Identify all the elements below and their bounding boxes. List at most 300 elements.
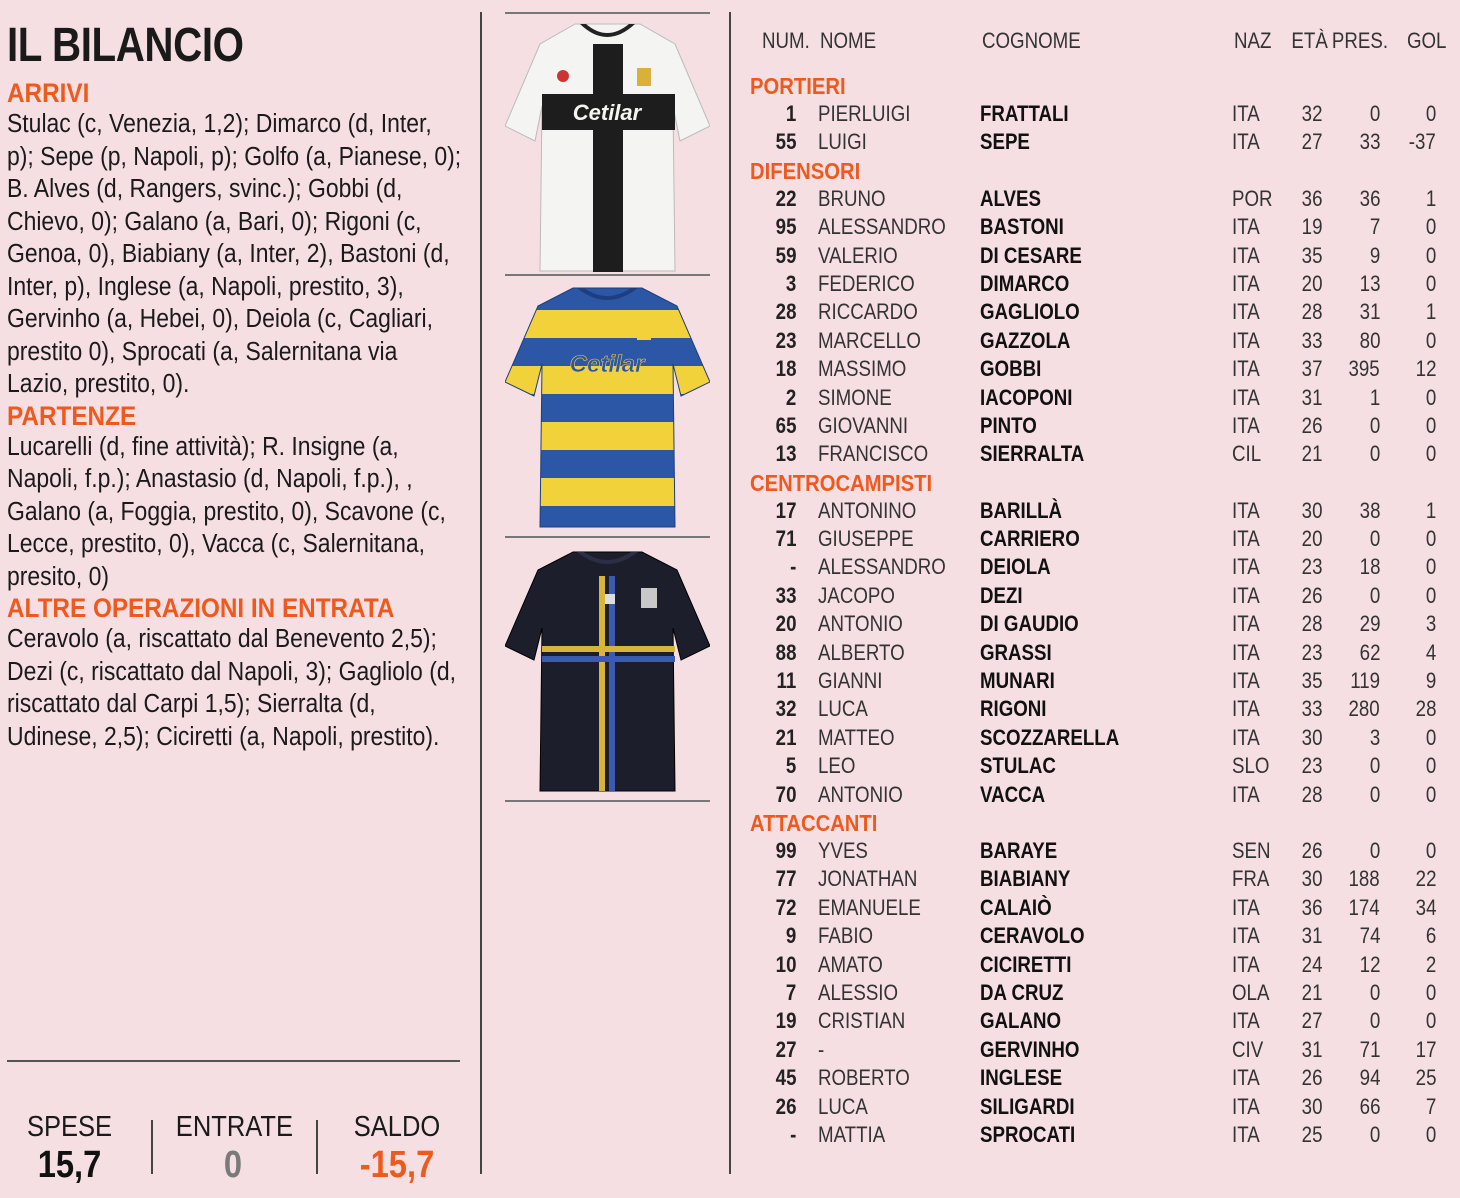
cell-num: 99	[775, 837, 796, 863]
cell-naz: ITA	[1232, 554, 1260, 580]
cell-nome: ANTONINO	[818, 497, 917, 523]
cell-eta: 30	[1301, 497, 1322, 523]
table-row	[750, 1064, 1450, 1092]
cell-num: 72	[775, 894, 796, 920]
cell-cog: BIABIANY	[980, 866, 1071, 892]
cell-eta: 23	[1301, 753, 1322, 779]
stat-spese	[12, 1110, 127, 1186]
cell-cog: GERVINHO	[980, 1036, 1080, 1062]
cell-nome: ANTONIO	[818, 781, 903, 807]
cell-naz: ITA	[1232, 668, 1260, 694]
cell-eta: 30	[1301, 724, 1322, 750]
cell-eta: 19	[1301, 214, 1322, 240]
cell-nome: LUIGI	[818, 129, 867, 155]
cell-num: 20	[775, 611, 796, 637]
cell-eta: 31	[1301, 923, 1322, 949]
cell-cog: BARILLÀ	[980, 497, 1063, 523]
divider	[7, 1060, 460, 1062]
cell-num: 17	[775, 497, 796, 523]
cell-cog: DI GAUDIO	[980, 611, 1079, 637]
cell-nome: GIANNI	[818, 668, 883, 694]
cell-pres: 13	[1359, 270, 1380, 296]
cell-pres: 0	[1369, 781, 1380, 807]
cell-eta: 36	[1301, 185, 1322, 211]
cell-cog: DEZI	[980, 582, 1023, 608]
cell-nome: BRUNO	[818, 185, 886, 211]
cell-pres: 188	[1348, 866, 1380, 892]
cell-eta: 23	[1301, 554, 1322, 580]
cell-nome: MATTEO	[818, 724, 895, 750]
cell-num: 22	[775, 185, 796, 211]
cell-gol: 0	[1425, 1008, 1436, 1034]
table-row	[750, 128, 1450, 156]
cell-nome: MASSIMO	[818, 356, 907, 382]
cell-naz: ITA	[1232, 639, 1260, 665]
cell-pres: 0	[1369, 1008, 1380, 1034]
cell-eta: 25	[1301, 1121, 1322, 1147]
home-shirt-icon	[505, 16, 710, 274]
cell-pres: 0	[1369, 412, 1380, 438]
table-row	[750, 1121, 1450, 1149]
cell-nome: PIERLUIGI	[818, 101, 911, 126]
table-row	[750, 355, 1450, 383]
header-naz: NAZ	[1234, 28, 1272, 53]
cell-pres: 0	[1369, 526, 1380, 552]
stat-value: 15,7	[37, 1144, 102, 1186]
table-row	[750, 327, 1450, 355]
cell-cog: ALVES	[980, 185, 1041, 211]
cell-cog: CARRIERO	[980, 526, 1080, 552]
cell-eta: 24	[1301, 951, 1322, 977]
page-title: IL BILANCIO	[7, 19, 244, 72]
cell-naz: FRA	[1232, 866, 1270, 892]
cell-naz: ITA	[1232, 270, 1260, 296]
cell-nome: FABIO	[818, 923, 874, 949]
cell-cog: STULAC	[980, 753, 1056, 779]
divider	[505, 12, 710, 14]
cell-eta: 21	[1301, 979, 1322, 1005]
cell-eta: 30	[1301, 866, 1322, 892]
cell-pres: 174	[1348, 894, 1380, 920]
cell-num: 33	[775, 582, 796, 608]
cell-gol: 0	[1425, 384, 1436, 410]
roster-table	[750, 28, 1450, 1149]
cell-pres: 0	[1369, 101, 1380, 126]
cell-num: 3	[785, 270, 796, 296]
divider	[151, 1120, 153, 1174]
cell-naz: ITA	[1232, 384, 1260, 410]
svg-text:Cetilar: Cetilar	[569, 351, 645, 378]
category-heading: DIFENSORI	[750, 157, 861, 184]
cell-num: 10	[775, 951, 796, 977]
cell-pres: 94	[1359, 1065, 1380, 1091]
cell-eta: 23	[1301, 639, 1322, 665]
divider	[505, 536, 710, 538]
section-text: Stulac (c, Venezia, 1,2); Dimarco (d, Inter, p); Sepe (p, Napoli, p); Golfo (a, Pianese, 0); B. Alves (d, Rangers, svinc.); Gobbi (d, Chievo, 0); Galano (a, Bari, 0); Rigoni (c, Genoa, 0), Biabiany (a, Inter, 2), Bastoni (d, Inter, p), Inglese (a, Napoli, prestito, 3), Gervinho (a, Hebei, 0), Deiola (c, Cagliari, prestito 0), Sprocati (a, Salernitana via Lazio, prestito, 0).	[7, 110, 462, 398]
cell-cog: CALAIÒ	[980, 894, 1052, 920]
cell-cog: SILIGARDI	[980, 1093, 1075, 1119]
cell-naz: ITA	[1232, 327, 1260, 353]
cell-pres: 280	[1348, 696, 1380, 722]
cell-num: 65	[775, 412, 796, 438]
cell-gol: 0	[1425, 979, 1436, 1005]
header-num: NUM.	[762, 28, 810, 53]
table-row	[750, 639, 1450, 667]
cell-eta: 26	[1301, 837, 1322, 863]
table-row	[750, 922, 1450, 950]
cell-gol: 1	[1425, 299, 1436, 325]
cell-nome: ALESSIO	[818, 979, 899, 1005]
cell-eta: 26	[1301, 582, 1322, 608]
cell-naz: SEN	[1232, 837, 1271, 863]
cell-pres: 80	[1359, 327, 1380, 353]
cell-gol: 17	[1415, 1036, 1436, 1062]
cell-eta: 31	[1301, 384, 1322, 410]
cell-nome: VALERIO	[818, 242, 898, 268]
cell-pres: 119	[1350, 668, 1380, 694]
cell-pres: 29	[1359, 611, 1380, 637]
cell-num: -	[789, 554, 796, 580]
table-row	[750, 724, 1450, 752]
cell-num: 70	[775, 781, 796, 807]
cell-naz: ITA	[1232, 582, 1260, 608]
cell-num: 11	[776, 668, 796, 694]
table-row	[750, 979, 1450, 1007]
cell-naz: ITA	[1232, 1093, 1260, 1119]
cell-nome: EMANUELE	[818, 894, 921, 920]
cell-gol: 0	[1425, 214, 1436, 240]
cell-cog: SCOZZARELLA	[980, 724, 1120, 750]
cell-nome: AMATO	[818, 951, 883, 977]
section-partenze	[7, 401, 467, 594]
cell-eta: 30	[1301, 1093, 1322, 1119]
divider	[316, 1120, 318, 1174]
cell-gol: 0	[1425, 1121, 1436, 1147]
stat-label: SPESE	[26, 1111, 113, 1143]
cell-pres: 0	[1369, 979, 1380, 1005]
cell-cog: BASTONI	[980, 214, 1064, 240]
cell-num: 28	[775, 299, 796, 325]
table-row	[750, 1093, 1450, 1121]
cell-cog: VACCA	[980, 781, 1046, 807]
cell-naz: OLA	[1232, 979, 1270, 1005]
cell-pres: 18	[1359, 554, 1380, 580]
cell-cog: SEPE	[980, 129, 1030, 155]
table-row	[750, 781, 1450, 809]
cell-pres: 0	[1369, 1121, 1380, 1147]
cell-naz: ITA	[1232, 412, 1260, 438]
cell-nome: ALBERTO	[818, 639, 905, 665]
cell-cog: GALANO	[980, 1008, 1062, 1034]
away-shirt-icon	[505, 282, 710, 530]
cell-naz: ITA	[1232, 724, 1260, 750]
table-row	[750, 610, 1450, 638]
summary-column	[7, 18, 467, 753]
cell-nome: GIOVANNI	[818, 412, 909, 438]
cell-gol: 0	[1425, 526, 1436, 552]
cell-gol: 12	[1415, 356, 1436, 382]
cell-pres: 1	[1369, 384, 1380, 410]
cell-eta: 27	[1301, 1008, 1322, 1034]
cell-gol: 1	[1425, 185, 1436, 211]
cell-cog: INGLESE	[980, 1065, 1063, 1091]
table-row	[750, 185, 1450, 213]
section-altre-operazioni	[7, 593, 467, 753]
cell-gol: -37	[1408, 129, 1436, 155]
cell-gol: 0	[1425, 837, 1436, 863]
table-row	[750, 100, 1450, 128]
table-row	[750, 752, 1450, 780]
cell-eta: 36	[1301, 894, 1322, 920]
table-row	[750, 525, 1450, 553]
table-row	[750, 497, 1450, 525]
stat-saldo	[332, 1110, 462, 1186]
home-shirt-image	[505, 16, 710, 274]
header-eta: ETÀ	[1291, 28, 1328, 53]
cell-num: 88	[775, 639, 796, 665]
section-heading: ARRIVI	[7, 78, 90, 108]
cell-num: 55	[775, 129, 796, 155]
column-divider	[729, 12, 731, 1174]
cell-gol: 0	[1425, 327, 1436, 353]
cell-gol: 0	[1425, 781, 1436, 807]
table-row	[750, 440, 1450, 468]
cell-eta: 28	[1301, 781, 1322, 807]
cell-naz: ITA	[1232, 611, 1260, 637]
cell-naz: ITA	[1232, 497, 1260, 523]
table-row	[750, 695, 1450, 723]
cell-naz: ITA	[1232, 951, 1260, 977]
cell-nome: FEDERICO	[818, 270, 915, 296]
table-row	[750, 894, 1450, 922]
table-row	[750, 865, 1450, 893]
cell-nome: CRISTIAN	[818, 1008, 906, 1034]
table-row	[750, 1007, 1450, 1035]
cell-num: 2	[785, 384, 796, 410]
cell-num: 26	[775, 1093, 796, 1119]
cell-cog: GAGLIOLO	[980, 299, 1080, 325]
roster-body	[750, 72, 1450, 1149]
table-row	[750, 384, 1450, 412]
cell-eta: 28	[1301, 611, 1322, 637]
cell-eta: 33	[1301, 327, 1322, 353]
cell-nome: ALESSANDRO	[818, 214, 946, 240]
cell-cog: PINTO	[980, 412, 1037, 438]
svg-text:Cetilar: Cetilar	[572, 100, 642, 125]
cell-naz: ITA	[1232, 1121, 1260, 1147]
cell-num: 1	[785, 101, 796, 126]
cell-eta: 27	[1301, 129, 1322, 155]
cell-nome: SIMONE	[818, 384, 892, 410]
cell-pres: 0	[1369, 582, 1380, 608]
cell-gol: 0	[1425, 101, 1436, 126]
cell-eta: 21	[1301, 441, 1322, 467]
cell-gol: 7	[1425, 1093, 1436, 1119]
cell-cog: FRATTALI	[980, 101, 1069, 126]
cell-gol: 3	[1425, 611, 1436, 637]
cell-pres: 74	[1359, 923, 1380, 949]
cell-cog: GRASSI	[980, 639, 1052, 665]
cell-eta: 20	[1301, 270, 1322, 296]
cell-num: 5	[785, 753, 796, 779]
cell-pres: 0	[1369, 441, 1380, 467]
cell-naz: ITA	[1232, 923, 1260, 949]
cell-gol: 34	[1415, 894, 1436, 920]
cell-cog: DA CRUZ	[980, 979, 1064, 1005]
cell-nome: ALESSANDRO	[818, 554, 946, 580]
cell-num: 7	[785, 979, 796, 1005]
header-cognome: COGNOME	[982, 28, 1081, 53]
table-row	[750, 667, 1450, 695]
table-row	[750, 270, 1450, 298]
cell-naz: CIV	[1232, 1036, 1264, 1062]
cell-gol: 0	[1425, 582, 1436, 608]
cell-naz: ITA	[1232, 129, 1260, 155]
cell-naz: ITA	[1232, 356, 1260, 382]
cell-gol: 0	[1425, 753, 1436, 779]
cell-cog: DI CESARE	[980, 242, 1082, 268]
cell-nome: FRANCISCO	[818, 441, 929, 467]
cell-nome: -	[818, 1036, 825, 1062]
cell-pres: 62	[1359, 639, 1380, 665]
cell-num: 95	[775, 214, 796, 240]
cell-num: 32	[775, 696, 796, 722]
stat-entrate	[168, 1110, 298, 1186]
cell-gol: 28	[1415, 696, 1436, 722]
cell-cog: GOBBI	[980, 356, 1042, 382]
cell-pres: 31	[1359, 299, 1380, 325]
cell-nome: JACOPO	[818, 582, 895, 608]
third-shirt-icon	[505, 546, 710, 794]
table-row	[750, 242, 1450, 270]
cell-num: 18	[775, 356, 796, 382]
cell-nome: LEO	[818, 753, 856, 779]
cell-gol: 2	[1425, 951, 1436, 977]
cell-eta: 35	[1301, 668, 1322, 694]
cell-naz: CIL	[1232, 441, 1262, 467]
divider	[505, 274, 710, 276]
table-row	[750, 1036, 1450, 1064]
cell-pres: 33	[1359, 129, 1380, 155]
cell-pres: 0	[1369, 837, 1380, 863]
cell-cog: DEIOLA	[980, 554, 1051, 580]
cell-eta: 26	[1301, 1065, 1322, 1091]
cell-eta: 32	[1301, 101, 1322, 126]
cell-pres: 0	[1369, 753, 1380, 779]
cell-gol: 0	[1425, 724, 1436, 750]
cell-gol: 0	[1425, 412, 1436, 438]
stat-label: SALDO	[353, 1111, 441, 1143]
cell-nome: YVES	[818, 837, 868, 863]
table-row	[750, 837, 1450, 865]
stat-label: ENTRATE	[175, 1111, 294, 1143]
cell-nome: LUCA	[818, 1093, 868, 1119]
table-header	[750, 28, 1450, 58]
cell-eta: 31	[1301, 1036, 1322, 1062]
away-shirt-image	[505, 282, 710, 530]
cell-pres: 7	[1369, 214, 1380, 240]
cell-num: 77	[775, 866, 796, 892]
table-row	[750, 951, 1450, 979]
cell-nome: ANTONIO	[818, 611, 903, 637]
cell-naz: ITA	[1232, 696, 1260, 722]
cell-gol: 9	[1425, 668, 1436, 694]
table-row	[750, 553, 1450, 581]
cell-nome: ROBERTO	[818, 1065, 910, 1091]
cell-gol: 0	[1425, 554, 1436, 580]
cell-cog: IACOPONI	[980, 384, 1073, 410]
divider	[505, 800, 710, 802]
category-heading: CENTROCAMPISTI	[750, 469, 933, 496]
stat-value: 0	[223, 1144, 243, 1186]
column-divider	[480, 12, 482, 1174]
section-arrivi	[7, 78, 467, 401]
cell-num: 21	[775, 724, 796, 750]
cell-naz: ITA	[1232, 242, 1260, 268]
cell-cog: SIERRALTA	[980, 441, 1085, 467]
cell-eta: 20	[1301, 526, 1322, 552]
cell-pres: 71	[1359, 1036, 1380, 1062]
cell-cog: RIGONI	[980, 696, 1047, 722]
section-heading: PARTENZE	[7, 400, 137, 431]
cell-eta: 37	[1301, 356, 1322, 382]
cell-gol: 25	[1415, 1065, 1436, 1091]
cell-pres: 36	[1359, 185, 1380, 211]
cell-naz: ITA	[1232, 894, 1260, 920]
category-heading: PORTIERI	[750, 73, 846, 99]
cell-eta: 35	[1301, 242, 1322, 268]
cell-naz: POR	[1232, 185, 1273, 211]
cell-cog: DIMARCO	[980, 270, 1070, 296]
cell-cog: MUNARI	[980, 668, 1055, 694]
cell-naz: ITA	[1232, 101, 1260, 126]
cell-gol: 0	[1425, 242, 1436, 268]
cell-num: 19	[775, 1008, 796, 1034]
cell-num: 27	[775, 1036, 796, 1062]
cell-gol: 6	[1425, 923, 1436, 949]
table-row	[750, 213, 1450, 241]
cell-eta: 28	[1301, 299, 1322, 325]
cell-cog: CICIRETTI	[980, 951, 1072, 977]
cell-cog: GAZZOLA	[980, 327, 1071, 353]
cell-naz: ITA	[1232, 781, 1260, 807]
cell-pres: 9	[1369, 242, 1380, 268]
cell-pres: 395	[1348, 356, 1380, 382]
section-text: Lucarelli (d, fine attività); R. Insigne (a, Napoli, f.p.); Anastasio (d, Napoli, f.p.), , Galano (a, Foggia, prestito, 0), Scavone (c, Lecce, prestito, 0), Vacca (c, Salernitana, presito, 0)	[7, 432, 446, 591]
cell-nome: MATTIA	[818, 1121, 886, 1147]
cell-num: 13	[775, 441, 796, 467]
cell-nome: MARCELLO	[818, 327, 921, 353]
cell-naz: ITA	[1232, 526, 1260, 552]
cell-pres: 38	[1359, 497, 1380, 523]
cell-cog: SPROCATI	[980, 1121, 1076, 1147]
cell-num: 9	[785, 923, 796, 949]
category-heading: ATTACCANTI	[750, 809, 878, 836]
cell-naz: ITA	[1232, 1008, 1260, 1034]
header-gol: GOL	[1406, 28, 1446, 53]
cell-gol: 4	[1425, 639, 1436, 665]
cell-nome: RICCARDO	[818, 299, 918, 325]
cell-gol: 1	[1425, 497, 1436, 523]
cell-naz: ITA	[1232, 214, 1260, 240]
cell-num: -	[789, 1121, 796, 1147]
table-row	[750, 412, 1450, 440]
cell-cog: BARAYE	[980, 837, 1058, 863]
cell-nome: JONATHAN	[818, 866, 918, 892]
section-heading: ALTRE OPERAZIONI IN ENTRATA	[7, 593, 395, 623]
cell-num: 71	[775, 526, 796, 552]
cell-eta: 33	[1301, 696, 1322, 722]
